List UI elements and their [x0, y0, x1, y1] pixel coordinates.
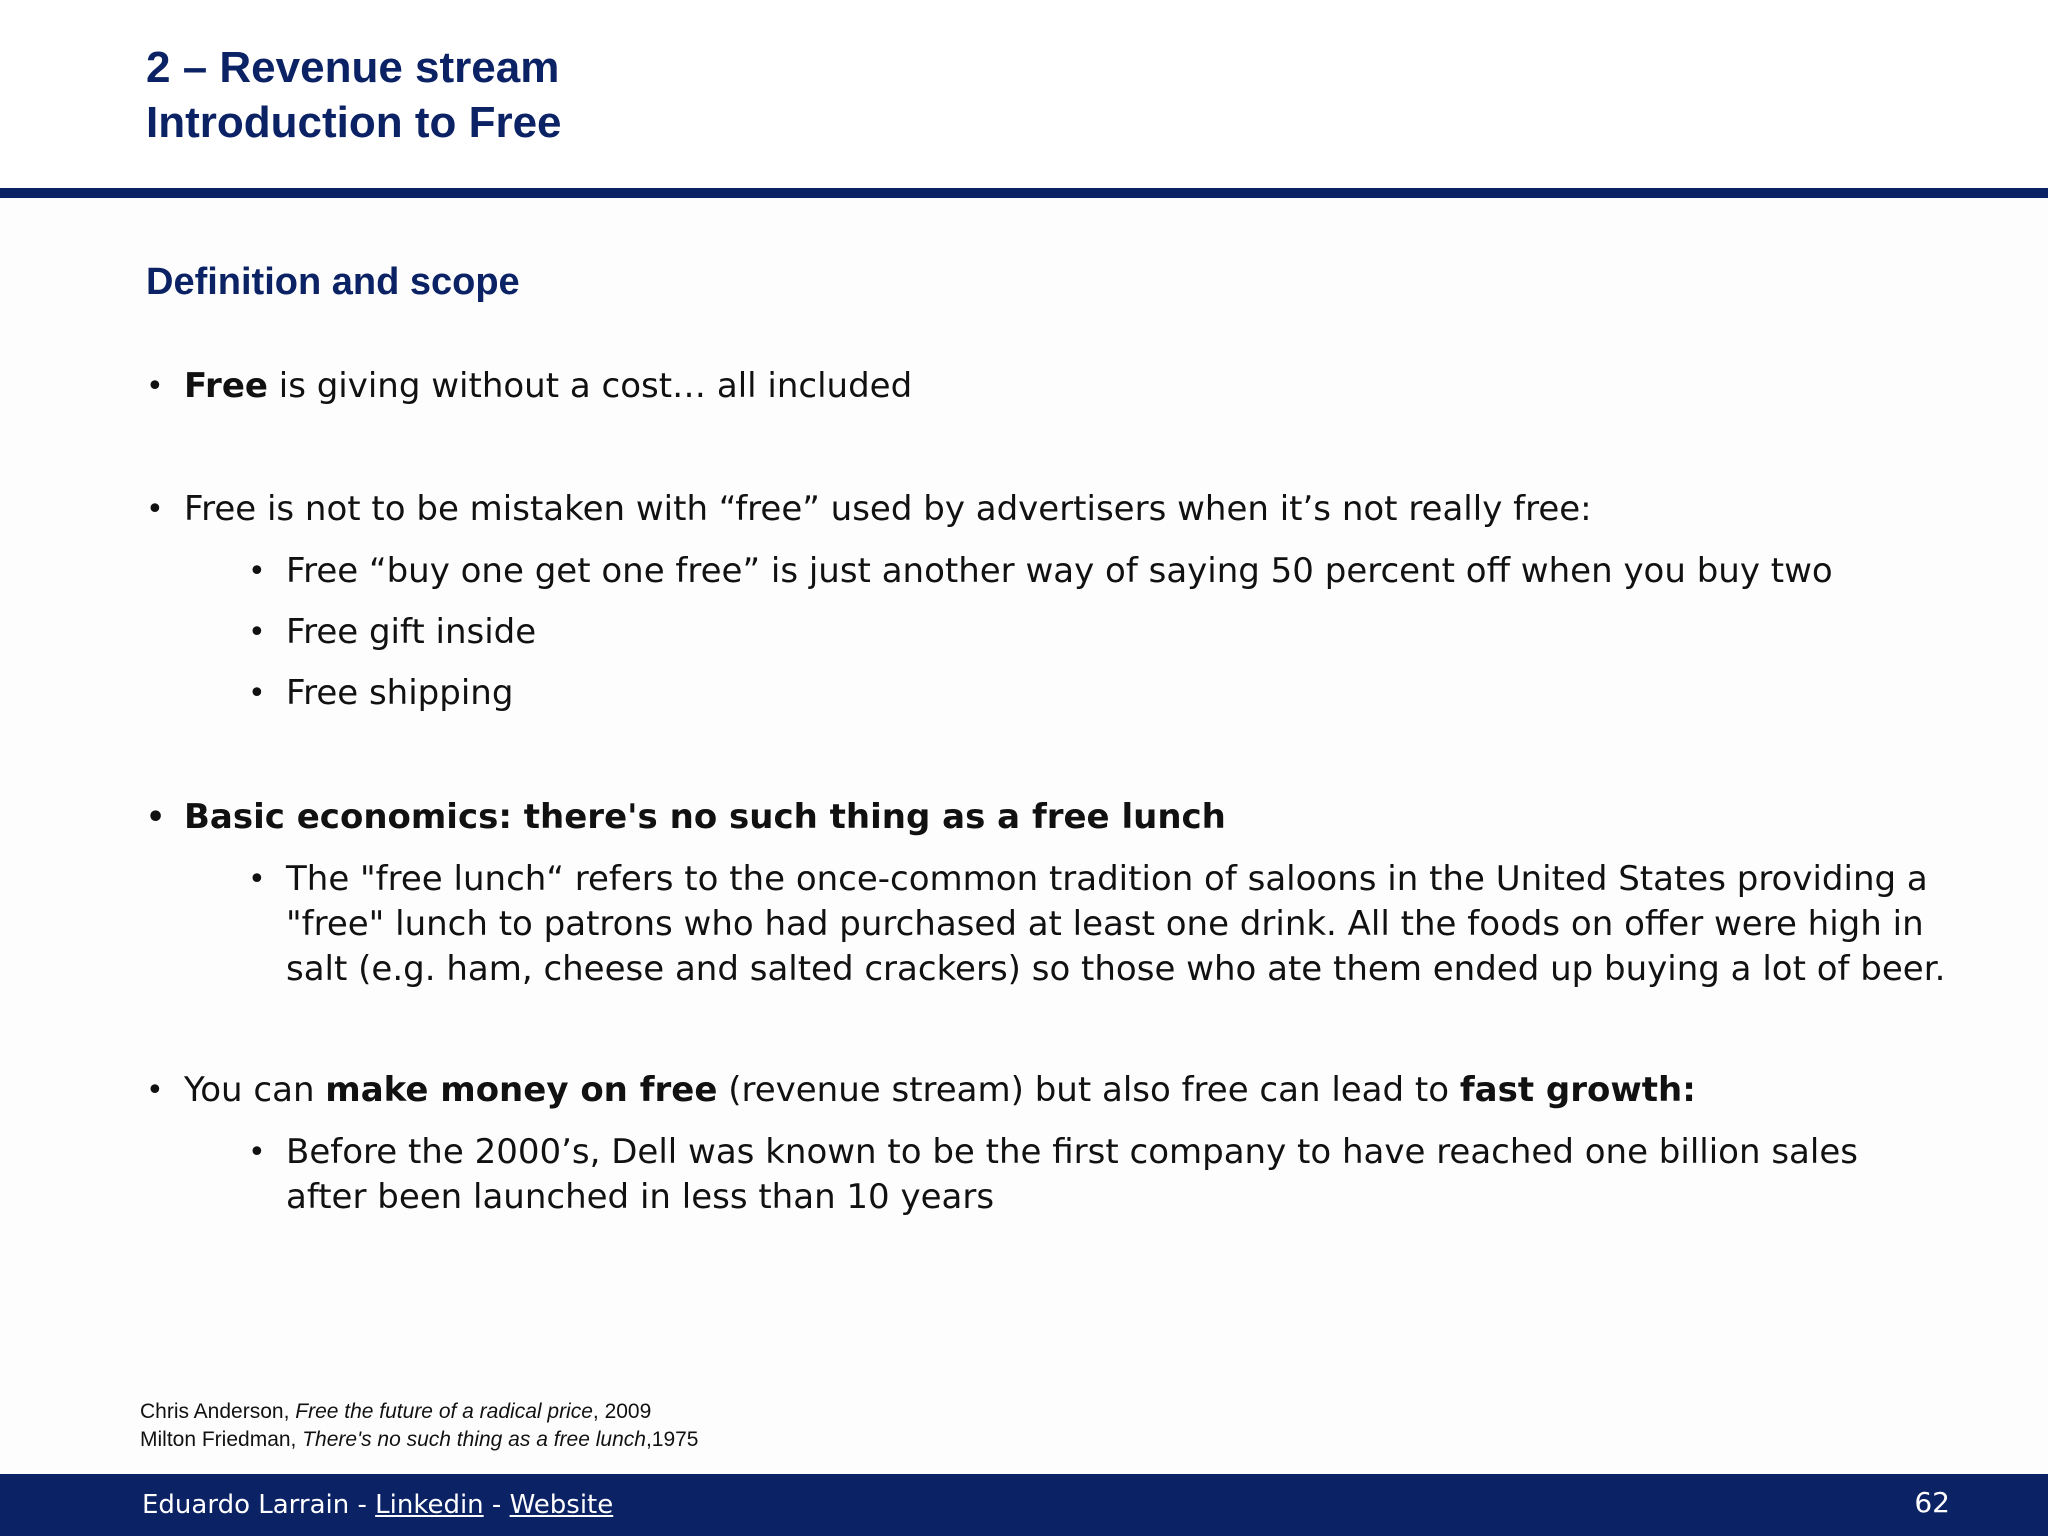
section-subtitle: Definition and scope [146, 261, 520, 303]
reference-friedman [140, 1426, 699, 1454]
slide-header [0, 0, 2048, 188]
bullet-make-money-bold-1: make money on free [325, 1070, 718, 1110]
reference-anderson-title: Free the future of a radical price [295, 1400, 593, 1423]
reference-friedman-author: Milton Friedman, [140, 1428, 303, 1451]
references [140, 1398, 699, 1454]
bullet-make-money-text-1: You can [184, 1070, 326, 1110]
footer-bar [0, 1474, 2048, 1536]
slide-title-line-2: Introduction to Free [146, 98, 562, 147]
footer-separator: - [483, 1490, 510, 1520]
bullet-free-definition-bold: Free [184, 366, 268, 406]
reference-anderson [140, 1398, 699, 1426]
sub-bullet-bogo: • Free “buy one get one free” is just another way of saying 50 percent off when you buy two [286, 549, 1946, 594]
sub-bullet-dell: • Before the 2000’s, Dell was known to be the first company to have reached one billion sales after been launched in less than 10 years [286, 1130, 1946, 1220]
sub-bullet-free-shipping: • Free shipping [286, 671, 1946, 716]
bullet-not-mistaken: • Free is not to be mistaken with “free” used by advertisers when it’s not really free: [184, 487, 1944, 532]
reference-anderson-year: , 2009 [592, 1400, 652, 1423]
bullet-free-lunch: • Basic economics: there's no such thing as a free lunch [184, 795, 1944, 840]
slide-title-line-1: 2 – Revenue stream [146, 43, 560, 92]
sub-bullet-free-lunch-story: • The "free lunch“ refers to the once-common tradition of saloons in the United States providing a "free" lunch to patrons who had purchased at least one drink. All the foods on offer were high in salt (e.g. ham, cheese and salted crackers) so those who ate them ended up buying a lot of beer. [286, 857, 1946, 992]
reference-anderson-author: Chris Anderson, [140, 1400, 296, 1423]
bullet-make-money [184, 1068, 1944, 1113]
linkedin-link[interactable]: Linkedin [375, 1490, 484, 1520]
footer-credits [142, 1488, 613, 1522]
header-divider [0, 188, 2048, 198]
reference-friedman-year: ,1975 [645, 1428, 699, 1451]
footer-author: Eduardo Larrain - [142, 1490, 376, 1520]
bullet-make-money-text-2: (revenue stream) but also free can lead to [717, 1070, 1460, 1110]
bullet-free-definition [184, 364, 1944, 409]
bullet-free-definition-text: is giving without a cost… all included [267, 366, 913, 406]
slide-title [146, 40, 562, 150]
sub-bullet-free-gift: • Free gift inside [286, 610, 1946, 655]
reference-friedman-title: There's no such thing as a free lunch [302, 1428, 646, 1451]
bullet-make-money-bold-2: fast growth: [1459, 1070, 1696, 1110]
page-number: 62 [1914, 1486, 1950, 1519]
website-link[interactable]: Website [509, 1490, 614, 1520]
